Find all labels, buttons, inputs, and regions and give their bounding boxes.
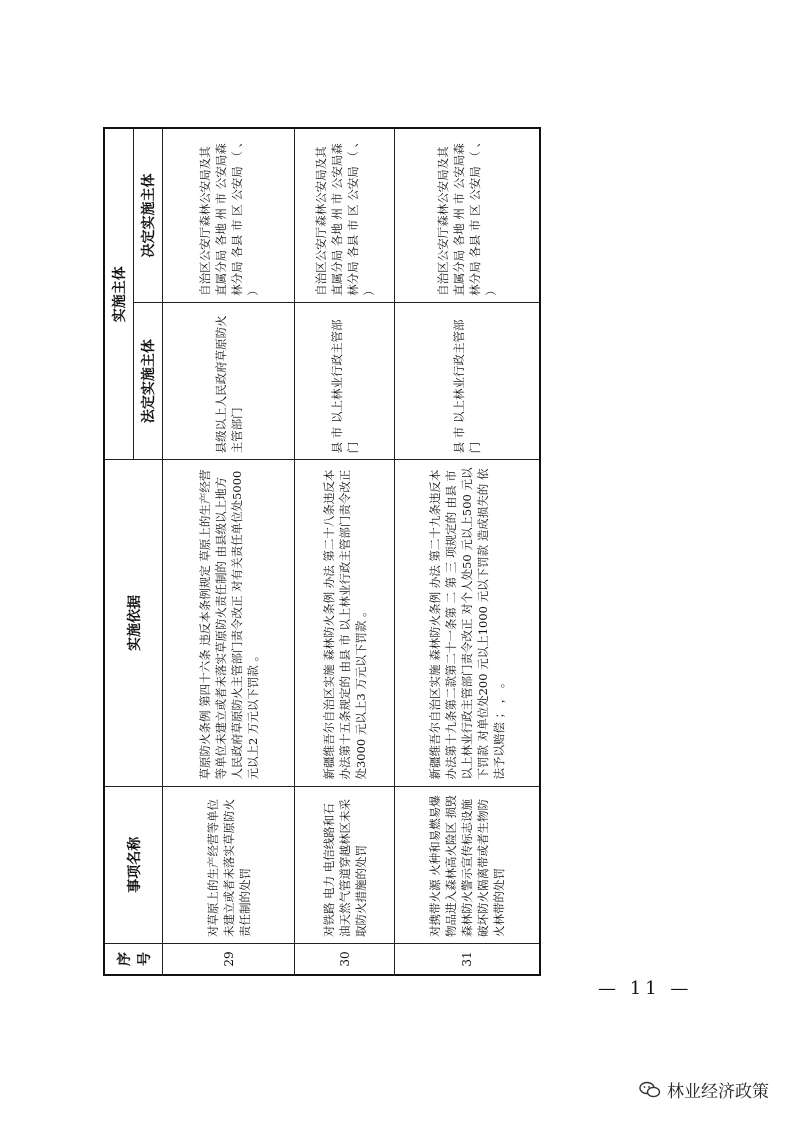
row-item: 对草原上的生产经营等单位未建立或者未落实草原防火责任制的处罚 xyxy=(163,786,295,943)
row-decision-subject: 自治区公安厅森林公安局及其直属分局 各地 州 市 公安局森林分局 各县 市 区 公安局 （ 、 ） xyxy=(295,128,395,302)
row-decision-subject: 自治区公安厅森林公安局及其直属分局 各地 州 市 公安局森林分局 各县 市 区 公安局 （ 、 ） xyxy=(163,128,295,302)
row-legal-subject: 县级以上人民政府草原防火主管部门 xyxy=(163,302,295,459)
row-basis: 新疆维吾尔自治区实施 森林防火条例 办法 第二十九条违反本办法第十九条第二款第二十一条第 二 第 三 项规定的 由县 市 以上林业行政主管部门责令改正 对个人处50 元以上500 元以下罚款 对单位处200 元以上1000 元以下罚款 造成损失的 依法予以赔偿 ； ， 。 xyxy=(395,460,540,786)
table-row xyxy=(395,128,540,975)
header-item: 事项名称 xyxy=(104,786,163,943)
enforcement-table xyxy=(103,127,541,976)
row-no: 30 xyxy=(295,944,395,975)
table-row xyxy=(163,128,295,975)
row-legal-subject: 县 市 以上林业行政主管部门 xyxy=(295,302,395,459)
header-subject: 实施主体 xyxy=(104,128,134,460)
row-no: 31 xyxy=(395,944,540,975)
rotated-table-area xyxy=(103,127,524,976)
wechat-icon xyxy=(639,1081,661,1099)
row-decision-subject: 自治区公安厅森林公安局及其直属分局 各地 州 市 公安局森林分局 各县 市 区 公安局 （ 、 ） xyxy=(395,128,540,302)
header-no: 序号 xyxy=(104,944,163,975)
watermark-text: 林业经济政策 xyxy=(667,1082,769,1102)
row-no: 29 xyxy=(163,944,295,975)
row-basis: 新疆维吾尔自治区实施 森林防火条例 办法 第二十八条违反本办法第十五条规定的 由县 市 以上林业行政主管部门责令改正 处3000 元以上3 万元以下罚款 。 xyxy=(295,460,395,786)
table-row xyxy=(295,128,395,975)
page-number: — 11 — xyxy=(598,978,693,999)
header-legal-subject: 法定实施主体 xyxy=(134,302,163,459)
row-item: 对携带火源 火种和易燃易爆物品进入森林高火险区 损毁森林防火警示宣传标志设施 破坏防火隔离带或者生物防火林带的处罚 xyxy=(395,786,540,943)
header-decision-subject: 决定实施主体 xyxy=(134,128,163,302)
row-item: 对铁路 电力 电信线路和石油天然气管道穿越林区未采取防火措施的处罚 xyxy=(295,786,395,943)
header-basis: 实施依据 xyxy=(104,460,163,786)
watermark xyxy=(639,1077,769,1102)
row-basis: 草原防火条例 第四十六条 违反本条例规定 草原上的生产经营等单位未建立或者未落实草原防火责任制的 由县级以上地方人民政府草原防火主管部门责令改正 对有关责任单位处5000 元以上2 万元以下罚款 。 xyxy=(163,460,295,786)
row-legal-subject: 县 市 以上林业行政主管部门 xyxy=(395,302,540,459)
